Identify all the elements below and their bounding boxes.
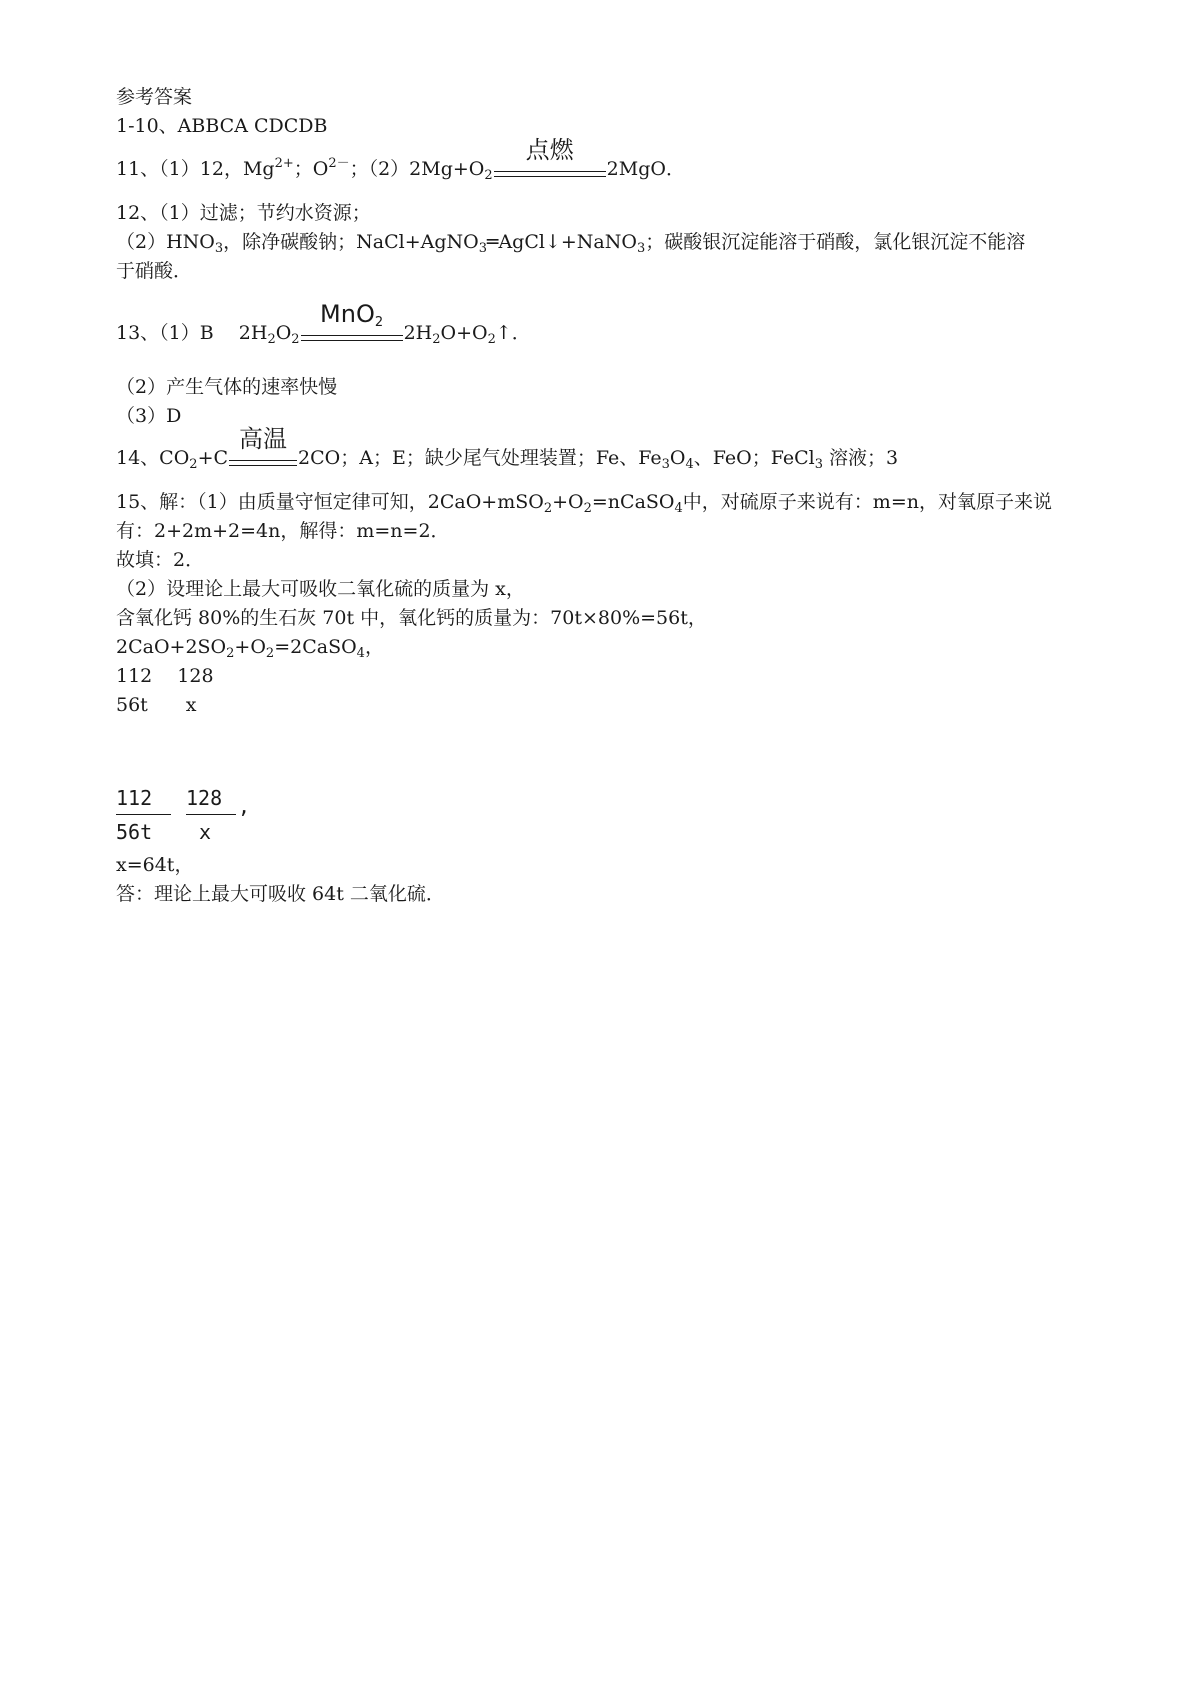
answer-15-line1: 15、解：（1）由质量守恒定律可知，$2CaO+mSO_2+O_2=nCaSO_4$中，对硫原子来说有：m=n，对氧原子来说 — [116, 491, 1052, 516]
answer-13-line1: 13、（1）B $2H_2O_2$ MnO$_2$ $2H_2O+O_2↑$． — [116, 300, 531, 347]
reaction-condition-high-temp: 高温 — [229, 450, 297, 466]
answer-12-line1: 12、（1）过滤；节约水资源； — [116, 202, 371, 224]
answer-15-line3: 故填：2． — [116, 549, 205, 571]
answer-13-line2: （2）产生气体的速率快慢 — [116, 376, 338, 398]
page-title: 参考答案 — [116, 86, 193, 108]
answer-11: 11、（1）12，$Mg^{2+}$；$O^{2-}$；$(2)2Mg+O_2$ 点燃 2MgO． — [116, 136, 685, 183]
answer-sheet-page: 参考答案 1-10、ABBCA CDCDB 11、（1）12，$Mg^{2+}$；$O^{2-}$；$(2)2Mg+O_2$ 点燃 2MgO． 12、（1）过滤；节约水资源； $(2)HNO_3$，除净碳酸钠；NaCl+AgNO$_3$═AgCl↓+NaNO$_3$；碳酸银沉淀能溶于硝酸，氯化银沉淀不能溶 于硝酸． 13、（1）B $2H_2O_2$ MnO$_2$ $2H_2O+O_2↑$． （2）产生气体的速率快慢 （3）D 14、$CO_2+C$ 高温 2CO；A；E；缺少尾气处理装置；Fe、$Fe_3O_4$、FeO；FeCl$_3$ 溶液；3 15、解：（1）由质量守恒定律可知，$2CaO+mSO_2+O_2=nCaSO_4$中，对硫原子来说有：m=n，对氧原子来说 有：2+2m+2=4n，解得：m=n=2． 故填：2． （2）设理论上最大可吸收二氧化硫的质量为 x， 含氧化钙 80%的生石灰 70t 中，氧化钙的质量为：70t×80%=56t， $2CaO+2SO_2+O_2=2CaSO_4$， 112 128 56t x 112 56t 128 x , x=64t， 答：理论上最大可吸收 64t 二氧化硫． — [116, 86, 1052, 905]
answer-15-conclusion: 答：理论上最大可吸收 64t 二氧化硫． — [116, 883, 445, 905]
answer-15-line2: 有：2+2m+2=4n，解得：m=n=2． — [116, 520, 450, 542]
answer-15-line6: $2CaO+2SO_2+O_2=2CaSO_4$， — [116, 636, 384, 661]
answers-1-10: 1-10、ABBCA CDCDB — [116, 115, 328, 137]
ratio-row-mass: 56t x — [116, 694, 197, 716]
answer-15-line4: （2）设理论上最大可吸收二氧化硫的质量为 x， — [116, 578, 525, 600]
ratio-row-molar: 112 128 — [116, 665, 214, 687]
reaction-condition-catalyst: MnO$_2$ — [301, 325, 403, 341]
answer-15-line5: 含氧化钙 80%的生石灰 70t 中，氧化钙的质量为：70t×80%=56t， — [116, 607, 707, 629]
answer-14: 14、$CO_2+C$ 高温 2CO；A；E；缺少尾气处理装置；Fe、$Fe_3O_4$、FeO；FeCl$_3$ 溶液；3 — [116, 425, 899, 472]
answer-13-line3: （3）D — [116, 405, 182, 427]
answer-12-line3: 于硝酸． — [116, 260, 193, 282]
reaction-condition-ignite: 点燃 — [494, 161, 606, 177]
answer-15-result: x=64t， — [116, 854, 194, 876]
answer-12-line2: $(2)HNO_3$，除净碳酸钠；NaCl+AgNO$_3$═AgCl↓+NaNO$_3$；碳酸银沉淀能溶于硝酸，氯化银沉淀不能溶 — [116, 231, 1026, 256]
